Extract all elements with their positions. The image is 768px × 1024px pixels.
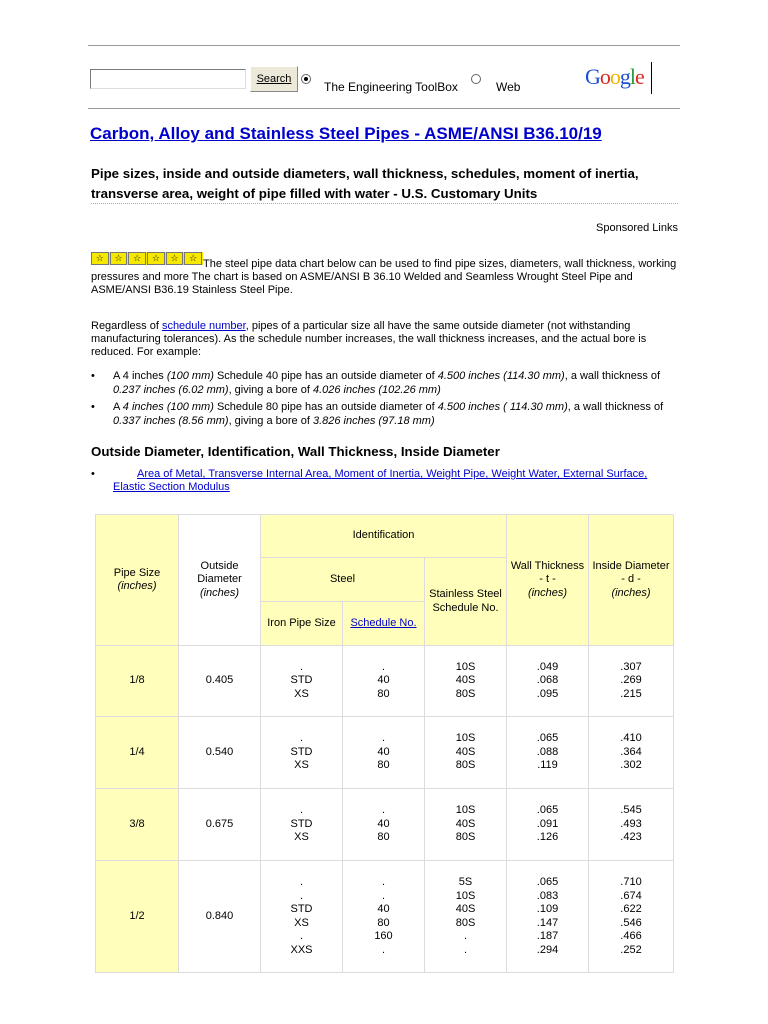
- cell-ips: . STD XS: [261, 789, 343, 861]
- radio-web-label: Web: [496, 80, 521, 94]
- intro-paragraph: The steel pipe data chart below can be used to find pipe sizes, diameters, wall thickness, working pressures and more The chart is based on ASME/ANSI B 36.10 Welded and Seamless Wrought Steel Pipe and ASME/ANSI B36.19 Stainless Steel Pipe.: [91, 258, 677, 296]
- rating-star-icon[interactable]: ☆: [91, 252, 109, 265]
- schedule-paragraph: [91, 320, 681, 359]
- cell-id: .710 .674 .622 .546 .466 .252: [589, 861, 674, 973]
- cell-stainless: 10S 40S 80S: [425, 646, 507, 717]
- cell-schedule: . 40 80: [343, 789, 425, 861]
- rating-star-icon[interactable]: ☆: [147, 252, 165, 265]
- cell-stainless: 5S 10S 40S 80S . .: [425, 861, 507, 973]
- rating-star-icon[interactable]: ☆: [184, 252, 202, 265]
- cell-id: .545 .493 .423: [589, 789, 674, 861]
- para-text: , pipes of a particular size all have the same outside diameter (not withstanding manufacturing tolerances). As the schedule number increases, the wall thickness increases, and the actual bore is reduced. For example:: [91, 320, 647, 358]
- page-title[interactable]: Carbon, Alloy and Stainless Steel Pipes - ASME/ANSI B36.10/19: [90, 124, 602, 143]
- header-pipe-size: Pipe Size (inches): [96, 515, 179, 646]
- divider: [91, 203, 678, 204]
- cell-od: 0.840: [179, 861, 261, 973]
- rating-star-icon[interactable]: ☆: [166, 252, 184, 265]
- list-item: • A 4 inches (100 mm) Schedule 40 pipe has an outside diameter of 4.500 inches (114.30 mm), a wall thickness of 0.237 inches (6.02 mm), giving a bore of 4.026 inches (102.26 mm): [91, 369, 681, 397]
- header-steel: Steel: [261, 558, 425, 602]
- logo-separator: [651, 62, 652, 94]
- cell-od: 0.675: [179, 789, 261, 861]
- cell-size: 1/4: [96, 717, 179, 789]
- search-button[interactable]: Search: [250, 66, 298, 92]
- related-properties-link[interactable]: Area of Metal, Transverse Internal Area, Moment of Inertia, Weight Pipe, Weight Water, External Surface, Elastic Section Modulus: [113, 468, 648, 493]
- section-heading: Outside Diameter, Identification, Wall Thickness, Inside Diameter: [91, 444, 500, 459]
- para-text: Regardless of: [91, 320, 162, 332]
- radio-web[interactable]: [471, 74, 481, 84]
- table-row: [96, 717, 674, 789]
- table-row: [96, 861, 674, 973]
- cell-size: 3/8: [96, 789, 179, 861]
- schedule-number-link[interactable]: schedule number: [161, 320, 246, 332]
- header-stainless: Stainless Steel Schedule No.: [425, 558, 507, 646]
- page-subtitle: Pipe sizes, inside and outside diameters, wall thickness, schedules, moment of inertia, transverse area, weight of pipe filled with water - U.S. Customary Units: [91, 166, 639, 201]
- list-item: • A 4 inches (100 mm) Schedule 80 pipe has an outside diameter of 4.500 inches ( 114.30 mm), a wall thickness of 0.337 inches (8.56 mm), giving a bore of 3.826 inches (97.18 mm): [91, 400, 681, 428]
- header-iron-pipe-size: Iron Pipe Size: [261, 602, 343, 646]
- related-links: [91, 468, 651, 494]
- cell-size: 1/2: [96, 861, 179, 973]
- cell-id: .410 .364 .302: [589, 717, 674, 789]
- cell-wall: .065 .088 .119: [507, 717, 589, 789]
- schedule-no-link[interactable]: Schedule No.: [350, 616, 417, 629]
- cell-wall: .065 .083 .109 .147 .187 .294: [507, 861, 589, 973]
- cell-wall: .049 .068 .095: [507, 646, 589, 717]
- table-row: [96, 646, 674, 717]
- rating-star-icon[interactable]: ☆: [128, 252, 146, 265]
- cell-stainless: 10S 40S 80S: [425, 789, 507, 861]
- radio-site[interactable]: [301, 74, 311, 84]
- google-logo[interactable]: Google: [585, 64, 644, 89]
- cell-schedule: . . 40 80 160 .: [343, 861, 425, 973]
- cell-schedule: . 40 80: [343, 717, 425, 789]
- examples-list: [91, 369, 681, 431]
- radio-site-label: The Engineering ToolBox: [324, 80, 458, 94]
- rating-star-icon[interactable]: ☆: [110, 252, 128, 265]
- header-schedule-no: [343, 602, 425, 646]
- sponsored-links: Sponsored Links: [596, 222, 678, 234]
- cell-schedule: . 40 80: [343, 646, 425, 717]
- cell-ips: . STD XS: [261, 646, 343, 717]
- table-row: [96, 789, 674, 861]
- cell-stainless: 10S 40S 80S: [425, 717, 507, 789]
- cell-wall: .065 .091 .126: [507, 789, 589, 861]
- cell-id: .307 .269 .215: [589, 646, 674, 717]
- header-wall-thickness: Wall Thickness - t - (inches): [507, 515, 589, 646]
- header-identification: Identification: [261, 515, 507, 558]
- cell-size: 1/8: [96, 646, 179, 717]
- search-input[interactable]: [90, 69, 246, 89]
- cell-od: 0.405: [179, 646, 261, 717]
- cell-ips: . STD XS: [261, 717, 343, 789]
- header-outside-diameter: Outside Diameter (inches): [179, 515, 261, 646]
- pipe-data-table: [95, 514, 674, 973]
- cell-ips: . . STD XS . XXS: [261, 861, 343, 973]
- cell-od: 0.540: [179, 717, 261, 789]
- header-inside-diameter: Inside Diameter - d - (inches): [589, 515, 674, 646]
